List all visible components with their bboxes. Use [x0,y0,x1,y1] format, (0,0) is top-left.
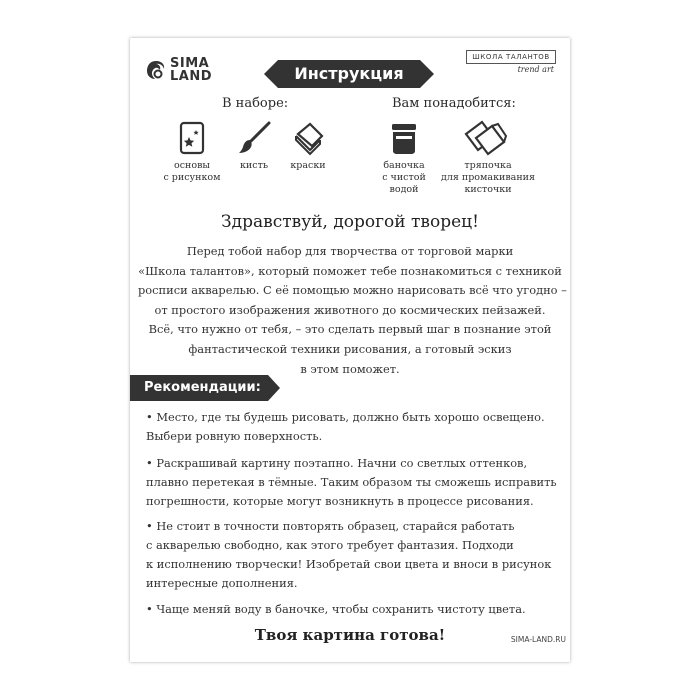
badge-top-text: ШКОЛА ТАЛАНТОВ [466,50,556,64]
intro-line: росписи акварелью. С её помощью можно нарисовать всё что угодно – [138,283,567,298]
greeting-heading: Здравствуй, дорогой творец! [221,212,479,232]
kit-caption-0: основы с рисунком [163,160,221,183]
needed-caption-0: баночка с чистой водой [382,160,426,195]
intro-paragraph [138,242,567,379]
recommendation-item: • Не стоит в точности повторять образец, старайся работать с акварелью свободно, как этого требует фантазия. Подходи к исполнению творчески! Изобретай свои цвета и вноси в рисунок интересные дополнения. [146,519,552,590]
recommendations-heading: Рекомендации: [144,380,261,395]
instruction-card [130,38,570,662]
sima-land-logo [144,50,224,86]
intro-line: фантастической техники рисования, а готовый эскиз [188,341,512,356]
kit-caption-2: краски [290,160,326,171]
brush-icon [236,120,272,156]
kit-caption-1: кисть [239,160,269,171]
page-title: Инструкция [294,64,404,83]
needed-heading: Вам понадобится: [392,96,516,111]
site-url: SIMA-LAND.RU [510,635,566,644]
paint-box-icon [290,120,326,156]
recommendation-item: • Место, где ты будешь рисовать, должно быть хорошо освещено. Выбери ровную поверхность. [146,410,545,443]
logo-line-2: LAND [170,69,213,84]
school-badge [466,50,556,76]
recommendation-item: • Раскрашивай картину поэтапно. Начни со светлых оттенков, плавно перетекая в тёмные. Таким образом ты сможешь исправить погрешности, которые могут возникнуть в процессе рисования. [146,456,557,508]
card-stars-icon [174,120,210,156]
recommendations-header [130,375,280,401]
water-jar-icon [386,120,422,156]
rag-icon [462,118,508,158]
intro-line: от простого изображения животного до космических пейзажей. [154,302,546,317]
sima-land-logo-icon [144,58,168,82]
badge-bottom-text: trend art [517,65,554,74]
recommendation-item: • Чаще меняй воду в баночке, чтобы сохранить чистоту цвета. [146,602,526,616]
intro-line: Всё, что нужно от тебя, – это сделать первый шаг в познание этой [148,322,552,337]
intro-line: в этом поможет. [300,361,400,376]
title-banner [264,58,434,90]
logo-line-1: SIMA [170,56,210,71]
needed-caption-1: тряпочка для промакивания кисточки [440,160,536,195]
intro-line: «Школа талантов», который поможет тебе познакомиться с техникой [138,263,562,278]
kit-heading: В наборе: [222,96,289,111]
intro-line: Перед тобой набор для творчества от торговой марки [186,244,514,258]
final-message: Твоя картина готова! [254,626,446,644]
